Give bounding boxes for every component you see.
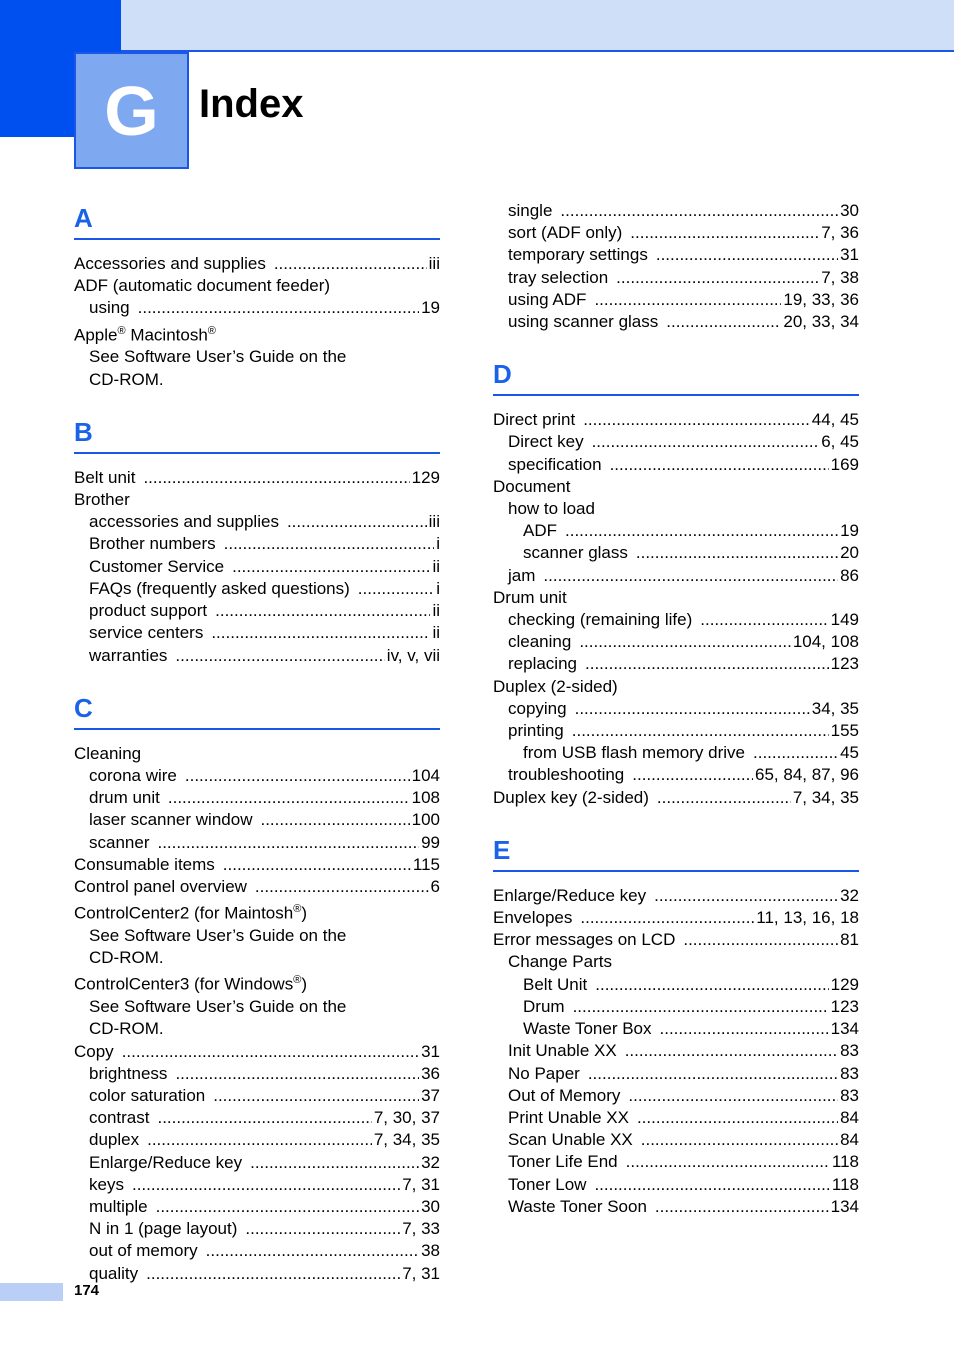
- index-entry-pages: 32: [421, 1152, 440, 1172]
- dot-leader: [580, 907, 754, 929]
- index-entry-term: single: [508, 201, 553, 220]
- index-entry-term: copying: [508, 698, 567, 718]
- index-entry-pages: 104, 108: [792, 632, 859, 652]
- index-entry: [493, 200, 859, 222]
- index-entry-term: service centers: [89, 623, 204, 643]
- dot-leader: [224, 533, 435, 555]
- index-entry-term: See Software User’s Guide on the: [89, 347, 347, 367]
- dot-leader: [122, 1041, 419, 1063]
- index-entry: [74, 320, 440, 347]
- index-entry: [74, 1196, 440, 1218]
- index-entry-term: Belt Unit: [523, 974, 588, 994]
- index-entry: [493, 974, 859, 996]
- index-entry-term: Direct print: [493, 410, 576, 430]
- index-entry: [493, 431, 859, 453]
- dot-leader: [583, 409, 810, 431]
- index-entry-term: scanner: [89, 832, 150, 852]
- dot-leader: [260, 809, 409, 831]
- index-entry-pages: 134: [830, 1019, 859, 1039]
- page-number-bar: [0, 1283, 63, 1301]
- index-entry: [74, 1085, 440, 1107]
- index-entry-term: Copy: [74, 1041, 114, 1061]
- index-entry: [493, 1196, 859, 1218]
- index-entry-pages: 20, 33, 34: [783, 312, 859, 332]
- index-entry-pages: 30: [840, 201, 859, 220]
- index-entry-pages: 83: [840, 1041, 859, 1061]
- index-entry-term: cleaning: [508, 632, 572, 652]
- index-entry-pages: 31: [421, 1041, 440, 1061]
- dot-leader: [592, 431, 820, 453]
- dot-leader: [630, 222, 819, 244]
- index-entry-pages: ii: [432, 556, 440, 576]
- dot-leader: [146, 1263, 400, 1285]
- dot-leader: [232, 556, 430, 578]
- index-entry-term: out of memory: [89, 1241, 198, 1261]
- index-entry-pages: 19, 33, 36: [783, 289, 859, 309]
- index-entry: [74, 969, 440, 996]
- index-entry-term: jam: [508, 565, 536, 585]
- dot-leader: [654, 885, 838, 907]
- index-entry-term: Belt unit: [74, 467, 136, 487]
- index-entry-term: using: [89, 298, 130, 318]
- dot-leader: [636, 542, 838, 564]
- index-entry-pages: 7, 33: [402, 1219, 440, 1239]
- index-entry: [74, 898, 440, 925]
- index-entry: [493, 929, 859, 951]
- index-entry-term: Enlarge/Reduce key: [89, 1152, 243, 1172]
- registered-mark: ®: [293, 903, 302, 916]
- index-entry-pages: 169: [830, 454, 859, 474]
- dot-leader: [637, 1107, 838, 1129]
- index-entry: [493, 542, 859, 564]
- index-entry-pages: 84: [840, 1130, 859, 1150]
- dot-leader: [565, 520, 838, 542]
- index-entry-term: Document: [493, 476, 571, 496]
- index-entry-pages: 7, 31: [402, 1174, 440, 1194]
- dot-leader: [287, 511, 427, 533]
- dot-leader: [215, 600, 430, 622]
- index-entry: [74, 1174, 440, 1196]
- index-entry: [74, 533, 440, 555]
- dot-leader: [610, 454, 829, 476]
- index-entry: [74, 297, 440, 319]
- dot-leader: [250, 1152, 419, 1174]
- index-entry-pages: 123: [830, 654, 859, 674]
- section-gap: [493, 333, 859, 356]
- dot-leader: [573, 996, 829, 1018]
- index-entry: [493, 1040, 859, 1062]
- index-entry-pages: 65, 84, 87, 96: [755, 765, 859, 785]
- index-entry-term: multiple: [89, 1197, 148, 1217]
- index-entry-term: keys: [89, 1174, 124, 1194]
- index-entry: [74, 622, 440, 644]
- dot-leader: [255, 876, 429, 898]
- index-entry: [493, 742, 859, 764]
- index-entry-term: ControlCenter3 (for Windows®): [74, 974, 307, 995]
- index-entry-pages: 7, 34, 35: [373, 1130, 440, 1150]
- registered-mark: ®: [207, 324, 216, 337]
- index-entry: [493, 498, 859, 520]
- index-entry-term: replacing: [508, 654, 577, 674]
- index-entry-pages: 155: [830, 721, 859, 741]
- index-entry: [493, 653, 859, 675]
- index-entry-pages: 45: [840, 743, 859, 763]
- index-entry-term: Change Parts: [508, 952, 612, 972]
- index-entry-term: N in 1 (page layout): [89, 1219, 238, 1239]
- index-entry: [493, 244, 859, 266]
- index-entry: [74, 787, 440, 809]
- index-entry-pages: 118: [831, 1152, 859, 1172]
- index-entry-term: how to load: [508, 499, 595, 519]
- index-entry-term: Control panel overview: [74, 876, 247, 896]
- index-entry: [493, 676, 859, 698]
- index-entry: [493, 885, 859, 907]
- index-column-right: [493, 200, 859, 1218]
- dot-leader: [175, 645, 384, 667]
- dot-leader: [594, 289, 781, 311]
- index-entry: [493, 1018, 859, 1040]
- index-entry: [74, 1018, 440, 1040]
- dot-leader: [657, 787, 791, 809]
- page-number: 174: [74, 1282, 100, 1299]
- index-entry: [74, 1041, 440, 1063]
- header-band: [120, 0, 954, 52]
- dot-leader: [632, 764, 753, 786]
- index-entry-pages: 6: [430, 876, 440, 896]
- index-entry: [74, 578, 440, 600]
- index-entry-pages: 129: [411, 467, 440, 487]
- registered-mark: ®: [117, 324, 126, 337]
- index-entry-pages: 108: [411, 788, 440, 808]
- index-entry: [493, 587, 859, 609]
- index-entry-term: Toner Low: [508, 1174, 587, 1194]
- dot-leader: [175, 1063, 419, 1085]
- index-entry-term: Duplex (2-sided): [493, 676, 618, 696]
- index-entry-pages: iv, v, vii: [386, 645, 440, 665]
- index-entry: [493, 520, 859, 542]
- index-entry: [74, 1129, 440, 1151]
- index-entry-term: See Software User’s Guide on the: [89, 997, 347, 1017]
- index-entry-term: Init Unable XX: [508, 1041, 617, 1061]
- dot-leader: [588, 1063, 838, 1085]
- index-entry-pages: 81: [840, 930, 859, 950]
- dot-leader: [132, 1174, 400, 1196]
- dot-leader: [223, 854, 411, 876]
- index-entry: [493, 1129, 859, 1151]
- index-entry-pages: ii: [432, 623, 440, 643]
- index-entry-term: corona wire: [89, 765, 177, 785]
- index-entry-term: contrast: [89, 1108, 150, 1128]
- dot-leader: [358, 578, 434, 600]
- index-entry: [74, 1218, 440, 1240]
- index-entry: [74, 1063, 440, 1085]
- chapter-letter-box: [74, 52, 189, 169]
- index-entry-term: warranties: [89, 645, 168, 665]
- dot-leader: [543, 565, 838, 587]
- index-entry: [493, 996, 859, 1018]
- index-entry: [493, 720, 859, 742]
- index-entry: [74, 947, 440, 969]
- index-entry: [74, 743, 440, 765]
- index-entry-term: laser scanner window: [89, 810, 253, 830]
- index-entry-term: Waste Toner Soon: [508, 1196, 647, 1216]
- index-entry: [493, 565, 859, 587]
- dot-leader: [143, 467, 409, 489]
- index-entry: [74, 809, 440, 831]
- index-entry-pages: iii: [428, 512, 440, 532]
- index-entry-term: checking (remaining life): [508, 610, 693, 630]
- index-entry: [74, 600, 440, 622]
- index-entry-term: Enlarge/Reduce key: [493, 885, 647, 905]
- index-entry-pages: 19: [840, 521, 859, 541]
- index-entry-pages: 32: [840, 885, 859, 905]
- index-entry-pages: i: [436, 578, 440, 598]
- dot-leader: [206, 1240, 419, 1262]
- index-entry: [493, 631, 859, 653]
- dot-leader: [585, 653, 829, 675]
- index-entry: [74, 996, 440, 1018]
- dot-leader: [157, 1107, 371, 1129]
- chapter-letter: G: [104, 71, 159, 150]
- index-entry: [74, 369, 440, 391]
- index-letter-heading: E: [493, 832, 859, 872]
- dot-leader: [616, 267, 819, 289]
- index-entry-term: brightness: [89, 1063, 168, 1083]
- index-entry-pages: 99: [421, 832, 440, 852]
- index-entry-pages: 118: [831, 1174, 859, 1194]
- index-entry-term: Brother: [74, 490, 130, 510]
- index-entry-pages: 38: [421, 1241, 440, 1261]
- index-entry-pages: 129: [830, 974, 859, 994]
- index-entry: [74, 854, 440, 876]
- index-entry: [74, 765, 440, 787]
- index-entry-term: specification: [508, 454, 602, 474]
- index-entry: [74, 1107, 440, 1129]
- index-entry: [74, 1263, 440, 1285]
- dot-leader: [168, 787, 410, 809]
- index-entry-pages: 7, 36: [821, 223, 859, 243]
- index-entry-pages: 83: [840, 1085, 859, 1105]
- index-entry: [493, 454, 859, 476]
- index-entry-pages: 83: [840, 1063, 859, 1083]
- index-entry-term: No Paper: [508, 1063, 580, 1083]
- index-entry-term: Accessories and supplies: [74, 254, 266, 273]
- index-entry-term: Consumable items: [74, 854, 215, 874]
- index-entry-term: Print Unable XX: [508, 1107, 629, 1127]
- section-gap: [74, 667, 440, 690]
- index-entry-term: Error messages on LCD: [493, 930, 676, 950]
- index-column-left: [74, 200, 440, 1285]
- index-entry: [493, 698, 859, 720]
- dot-leader: [660, 1018, 829, 1040]
- page-title: Index: [199, 82, 304, 126]
- index-entry: [493, 1063, 859, 1085]
- index-entry: [493, 311, 859, 333]
- index-entry-term: Waste Toner Box: [523, 1019, 652, 1039]
- index-entry-term: ADF: [523, 521, 557, 541]
- dot-leader: [626, 1151, 830, 1173]
- dot-leader: [213, 1085, 419, 1107]
- index-entry-pages: 11, 13, 16, 18: [756, 908, 859, 928]
- dot-leader: [185, 765, 410, 787]
- dot-leader: [138, 297, 419, 319]
- index-entry-term: temporary settings: [508, 245, 648, 265]
- index-entry-term: Envelopes: [493, 908, 573, 928]
- index-entry-pages: 123: [830, 996, 859, 1016]
- index-entry: [74, 832, 440, 854]
- index-entry: [74, 1240, 440, 1262]
- registered-mark: ®: [293, 974, 302, 987]
- index-entry-pages: 149: [830, 610, 859, 630]
- index-entry-pages: 7, 38: [821, 267, 859, 287]
- index-entry: [74, 346, 440, 368]
- index-entry-term: Toner Life End: [508, 1152, 618, 1172]
- index-entry-term: ADF (automatic document feeder): [74, 276, 331, 296]
- index-entry-term: CD-ROM.: [89, 948, 164, 968]
- index-entry-term: drum unit: [89, 788, 160, 808]
- dot-leader: [628, 1085, 838, 1107]
- index-entry: [493, 289, 859, 311]
- index-entry-pages: ii: [432, 601, 440, 621]
- index-entry: [493, 1107, 859, 1129]
- dot-leader: [700, 609, 828, 631]
- dot-leader: [560, 200, 838, 222]
- index-entry: [74, 925, 440, 947]
- index-entry: [493, 1151, 859, 1173]
- section-gap: [493, 809, 859, 832]
- dot-leader: [656, 244, 838, 266]
- index-entry-pages: i: [436, 534, 440, 554]
- index-entry-term: using scanner glass: [508, 312, 659, 332]
- dot-leader: [666, 311, 781, 333]
- index-entry-term: See Software User’s Guide on the: [89, 925, 347, 945]
- index-entry-term: Duplex key (2-sided): [493, 787, 649, 807]
- index-entry-term: scanner glass: [523, 543, 628, 563]
- index-entry: [74, 489, 440, 511]
- index-entry: [493, 764, 859, 786]
- dot-leader: [655, 1196, 829, 1218]
- index-entry-term: product support: [89, 601, 208, 621]
- index-entry-term: CD-ROM.: [89, 1019, 164, 1039]
- index-entry-term: using ADF: [508, 289, 587, 309]
- index-entry: [74, 253, 440, 275]
- index-entry-term: Out of Memory: [508, 1085, 621, 1105]
- index-entry: [493, 267, 859, 289]
- index-entry-term: Apple® Macintosh®: [74, 324, 216, 345]
- index-entry-pages: 37: [421, 1086, 440, 1106]
- dot-leader: [572, 720, 829, 742]
- index-entry-pages: 104: [411, 765, 440, 785]
- index-entry-pages: 84: [840, 1107, 859, 1127]
- index-entry-pages: 44, 45: [811, 410, 859, 430]
- index-entry-term: Drum: [523, 996, 565, 1016]
- dot-leader: [157, 832, 419, 854]
- index-entry-term: Brother numbers: [89, 534, 216, 554]
- index-entry-term: duplex: [89, 1130, 140, 1150]
- section-gap: [74, 391, 440, 414]
- index-entry-pages: 19: [421, 298, 440, 318]
- dot-leader: [579, 631, 790, 653]
- index-entry-term: printing: [508, 721, 564, 741]
- index-letter-heading: C: [74, 690, 440, 730]
- index-entry-term: ControlCenter2 (for Maintosh®): [74, 903, 307, 923]
- index-entry-pages: 36: [421, 1063, 440, 1083]
- dot-leader: [683, 929, 838, 951]
- index-entry-term: sort (ADF only): [508, 223, 623, 243]
- index-entry-term: Direct key: [508, 432, 584, 452]
- index-entry: [74, 511, 440, 533]
- dot-leader: [594, 1174, 829, 1196]
- index-entry-pages: 86: [840, 565, 859, 585]
- index-entry-term: FAQs (frequently asked questions): [89, 578, 350, 598]
- dot-leader: [753, 742, 838, 764]
- dot-leader: [211, 622, 430, 644]
- dot-leader: [147, 1129, 372, 1151]
- index-entry-pages: 134: [830, 1196, 859, 1216]
- index-entry-term: from USB flash memory drive: [523, 743, 745, 763]
- index-entry: [493, 951, 859, 973]
- index-entry: [74, 556, 440, 578]
- index-entry-term: troubleshooting: [508, 765, 625, 785]
- index-entry-term: quality: [89, 1263, 139, 1283]
- index-entry: [493, 476, 859, 498]
- index-entry-pages: 100: [411, 810, 440, 830]
- index-entry-term: Drum unit: [493, 587, 567, 607]
- dot-leader: [641, 1129, 838, 1151]
- index-entry-pages: 30: [421, 1197, 440, 1217]
- index-letter-heading: D: [493, 356, 859, 396]
- index-entry: [74, 645, 440, 667]
- index-entry: [493, 222, 859, 244]
- dot-leader: [595, 974, 828, 996]
- index-entry-pages: 7, 34, 35: [792, 787, 859, 807]
- dot-leader: [274, 253, 427, 275]
- index-entry: [74, 876, 440, 898]
- index-entry: [493, 609, 859, 631]
- dot-leader: [245, 1218, 400, 1240]
- index-entry-term: Customer Service: [89, 556, 225, 576]
- index-entry-pages: 115: [412, 854, 440, 874]
- index-entry-pages: 31: [840, 245, 859, 265]
- index-entry-term: Cleaning: [74, 743, 142, 763]
- index-entry-pages: 7, 30, 37: [373, 1108, 440, 1128]
- index-entry-term: tray selection: [508, 267, 609, 287]
- index-letter-heading: B: [74, 414, 440, 454]
- index-entry-term: Scan Unable XX: [508, 1130, 633, 1150]
- index-entry-pages: 20: [840, 543, 859, 563]
- index-letter-heading: A: [74, 200, 440, 240]
- dot-leader: [625, 1040, 838, 1062]
- index-entry-pages: 7, 31: [402, 1263, 440, 1283]
- index-entry: [493, 1174, 859, 1196]
- index-entry-pages: 6, 45: [821, 432, 859, 452]
- index-entry-pages: iii: [428, 254, 440, 273]
- index-entry: [74, 1152, 440, 1174]
- index-entry: [74, 275, 440, 297]
- index-entry: [493, 907, 859, 929]
- index-entry: [74, 467, 440, 489]
- dot-leader: [156, 1196, 419, 1218]
- index-entry-term: color saturation: [89, 1086, 206, 1106]
- index-entry-pages: 34, 35: [811, 698, 859, 718]
- index-entry: [493, 1085, 859, 1107]
- index-entry-term: CD-ROM.: [89, 369, 164, 389]
- index-entry-term: accessories and supplies: [89, 512, 279, 532]
- index-entry: [493, 787, 859, 809]
- dot-leader: [575, 698, 810, 720]
- index-entry: [493, 409, 859, 431]
